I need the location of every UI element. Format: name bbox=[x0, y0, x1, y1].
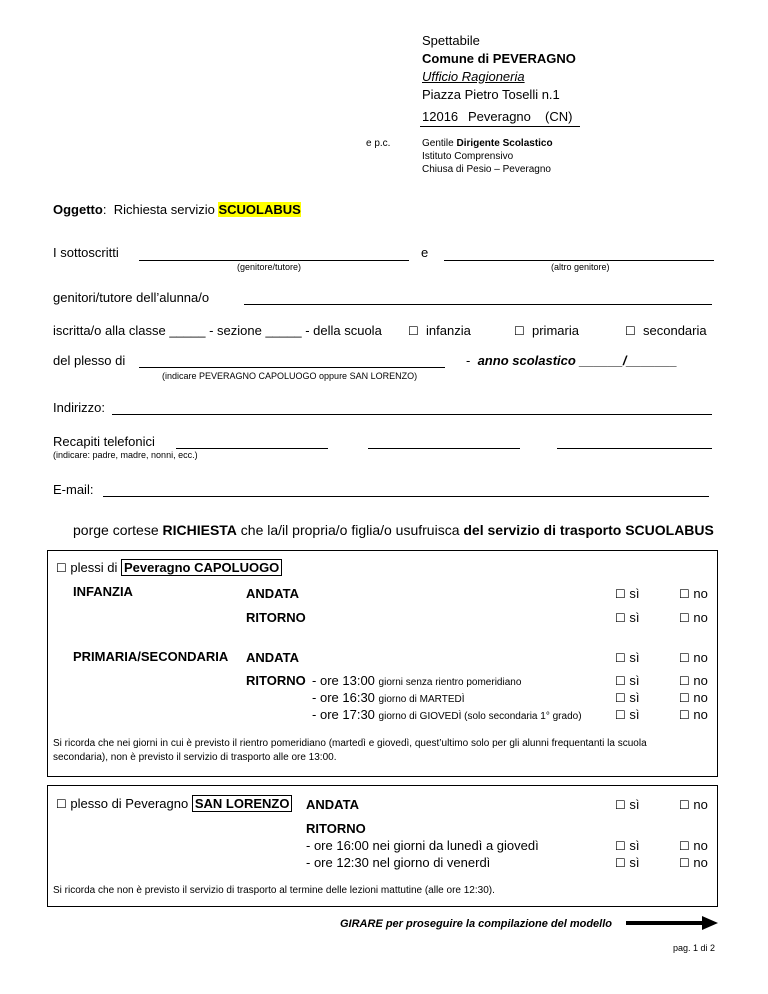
primaria-andata-no[interactable] bbox=[679, 650, 708, 665]
cc-line2: Istituto Comprensivo bbox=[422, 151, 514, 162]
no-label: no bbox=[693, 838, 708, 853]
school-type-primaria-label: primaria bbox=[532, 323, 579, 338]
addressee-salutation: Spettabile bbox=[422, 33, 480, 48]
phone-field-1[interactable] bbox=[176, 448, 328, 449]
year-dash: - bbox=[466, 353, 471, 368]
yes-label: sì bbox=[629, 610, 640, 625]
return-time-1730 bbox=[312, 707, 582, 722]
email-label: E-mail: bbox=[53, 482, 94, 497]
checkbox-icon: ☐ bbox=[615, 798, 626, 812]
phone-label: Recapiti telefonici bbox=[53, 434, 155, 449]
infanzia-andata-no[interactable] bbox=[679, 586, 708, 601]
checkbox-icon: ☐ bbox=[615, 856, 626, 870]
request-text bbox=[73, 522, 714, 538]
capoluogo-header[interactable] bbox=[56, 560, 282, 575]
request-bold2: del servizio di trasporto SCUOLABUS bbox=[463, 522, 714, 538]
cc-line3: Chiusa di Pesio – Peveragno bbox=[422, 164, 551, 175]
infanzia-ritorno-yes[interactable] bbox=[615, 610, 640, 625]
return-1730-no[interactable] bbox=[679, 707, 708, 722]
parent-field[interactable] bbox=[139, 260, 409, 261]
no-label: no bbox=[693, 673, 708, 688]
subject-line bbox=[53, 202, 301, 217]
return-time-1300 bbox=[312, 673, 521, 688]
checkbox-icon: ☐ bbox=[625, 324, 636, 338]
capoluogo-name: Peveragno CAPOLUOGO bbox=[121, 559, 282, 576]
sanlorenzo-andata-no[interactable] bbox=[679, 797, 708, 812]
checkbox-icon: ☐ bbox=[615, 611, 626, 625]
school-type-secondaria[interactable] bbox=[625, 323, 707, 338]
addressee-underline bbox=[420, 126, 580, 127]
checkbox-icon: ☐ bbox=[615, 839, 626, 853]
capoluogo-prefix: plessi di bbox=[70, 560, 118, 575]
checkbox-icon: ☐ bbox=[615, 587, 626, 601]
sanlorenzo-time-1230: - ore 12:30 nel giorno di venerdì bbox=[306, 855, 491, 870]
sanlorenzo-1600-yes[interactable] bbox=[615, 838, 640, 853]
addressee-zip: 12016 bbox=[422, 109, 459, 124]
checkbox-icon: ☐ bbox=[408, 324, 419, 338]
yes-label: sì bbox=[629, 838, 640, 853]
request-part2: che la/il propria/o figlia/o usufruisca bbox=[236, 522, 464, 538]
infanzia-andata-label: ANDATA bbox=[246, 586, 299, 601]
no-label: no bbox=[693, 610, 708, 625]
infanzia-andata-yes[interactable] bbox=[615, 586, 640, 601]
capoluogo-note-line2: secondaria), non è previsto il servizio di trasporto alle ore 13:00. bbox=[53, 752, 337, 763]
subject-text: Richiesta servizio bbox=[113, 202, 215, 217]
sanlorenzo-andata-label: ANDATA bbox=[306, 797, 359, 812]
primaria-label: PRIMARIA/SECONDARIA bbox=[73, 649, 229, 664]
time-dash: - bbox=[312, 673, 317, 688]
sanlorenzo-prefix: plesso di Peveragno bbox=[70, 796, 189, 811]
yes-label: sì bbox=[629, 797, 640, 812]
no-label: no bbox=[693, 650, 708, 665]
return-1730-yes[interactable] bbox=[615, 707, 640, 722]
return-1630-no[interactable] bbox=[679, 690, 708, 705]
plesso-label: del plesso di bbox=[53, 353, 126, 368]
student-field[interactable] bbox=[244, 304, 712, 305]
time-dash: - bbox=[312, 690, 317, 705]
no-label: no bbox=[693, 586, 708, 601]
checkbox-icon: ☐ bbox=[679, 674, 690, 688]
infanzia-label: INFANZIA bbox=[73, 584, 133, 599]
checkbox-icon: ☐ bbox=[679, 708, 690, 722]
phone-field-2[interactable] bbox=[368, 448, 520, 449]
year-label: anno scolastico bbox=[477, 353, 576, 368]
other-parent-hint: (altro genitore) bbox=[551, 262, 610, 272]
no-label: no bbox=[693, 707, 708, 722]
address-field[interactable] bbox=[112, 414, 712, 415]
addressee-city: Peveragno bbox=[468, 109, 531, 124]
plesso-hint: (indicare PEVERAGNO CAPOLUOGO oppure SAN LORENZO) bbox=[162, 371, 418, 381]
capoluogo-note-line1: Si ricorda che nei giorni in cui è previsto il rientro pomeridiano (martedì e giovedì, quest’ultimo solo per gli alunni frequentanti la scuola bbox=[53, 738, 647, 749]
checkbox-icon: ☐ bbox=[679, 856, 690, 870]
phone-hint: (indicare: padre, madre, nonni, ecc.) bbox=[53, 450, 198, 460]
student-label: genitori/tutore dell’alunna/o bbox=[53, 290, 210, 305]
yes-label: sì bbox=[629, 707, 640, 722]
addressee-street: Piazza Pietro Toselli n.1 bbox=[422, 87, 560, 102]
parent-hint: (genitore/tutore) bbox=[237, 262, 302, 272]
checkbox-icon: ☐ bbox=[615, 708, 626, 722]
addressee-office: Ufficio Ragioneria bbox=[422, 69, 525, 84]
yes-label: sì bbox=[629, 586, 640, 601]
no-label: no bbox=[693, 855, 708, 870]
other-parent-field[interactable] bbox=[444, 260, 714, 261]
phone-field-3[interactable] bbox=[557, 448, 712, 449]
no-label: no bbox=[693, 797, 708, 812]
primaria-ritorno-label: RITORNO bbox=[246, 673, 306, 688]
school-type-secondaria-label: secondaria bbox=[643, 323, 707, 338]
subject-colon: : bbox=[102, 202, 107, 217]
yes-label: sì bbox=[629, 855, 640, 870]
cc-label: e p.c. bbox=[366, 138, 391, 149]
school-type-infanzia[interactable] bbox=[408, 323, 471, 338]
time-note: giorni senza rientro pomeridiano bbox=[378, 677, 522, 688]
sanlorenzo-name: SAN LORENZO bbox=[192, 795, 293, 812]
cc-line1-prefix: Gentile bbox=[422, 138, 454, 149]
yes-label: sì bbox=[629, 690, 640, 705]
sanlorenzo-time-1600: - ore 16:00 nei giorni da lunedì a giovedì bbox=[306, 838, 539, 853]
page-number: pag. 1 di 2 bbox=[673, 943, 716, 953]
cc-line1-bold: Dirigente Scolastico bbox=[456, 138, 553, 149]
checkbox-icon: ☐ bbox=[615, 674, 626, 688]
infanzia-ritorno-no[interactable] bbox=[679, 610, 708, 625]
checkbox-icon: ☐ bbox=[514, 324, 525, 338]
subject-label: Oggetto bbox=[53, 202, 103, 217]
plesso-field[interactable] bbox=[139, 367, 445, 368]
return-1630-yes[interactable] bbox=[615, 690, 640, 705]
addressee-entity: Comune di PEVERAGNO bbox=[422, 51, 576, 66]
checkbox-icon: ☐ bbox=[679, 839, 690, 853]
request-bold1: RICHIESTA bbox=[162, 522, 237, 538]
yes-label: sì bbox=[629, 650, 640, 665]
sanlorenzo-header[interactable] bbox=[56, 796, 292, 811]
checkbox-icon: ☐ bbox=[56, 797, 67, 811]
addressee-province: (CN) bbox=[545, 109, 573, 124]
sanlorenzo-1230-yes[interactable] bbox=[615, 855, 640, 870]
infanzia-ritorno-label: RITORNO bbox=[246, 610, 306, 625]
request-part1: porge cortese bbox=[73, 522, 163, 538]
year-field[interactable]: ______/_______ bbox=[579, 353, 678, 368]
year-line bbox=[466, 353, 677, 368]
sanlorenzo-1230-no[interactable] bbox=[679, 855, 708, 870]
cc-line1 bbox=[422, 138, 553, 149]
subject-highlight: SCUOLABUS bbox=[218, 202, 301, 217]
no-label: no bbox=[693, 690, 708, 705]
sanlorenzo-ritorno-label: RITORNO bbox=[306, 821, 366, 836]
sanlorenzo-note: Si ricorda che non è previsto il servizio di trasporto al termine delle lezioni mattutine (alle ore 12:30). bbox=[53, 885, 495, 896]
time-value: ore 16:30 bbox=[319, 690, 375, 705]
checkbox-icon: ☐ bbox=[679, 798, 690, 812]
signers-label: I sottoscritti bbox=[53, 245, 119, 260]
sanlorenzo-1600-no[interactable] bbox=[679, 838, 708, 853]
checkbox-icon: ☐ bbox=[56, 561, 67, 575]
return-1300-no[interactable] bbox=[679, 673, 708, 688]
checkbox-icon: ☐ bbox=[679, 611, 690, 625]
checkbox-icon: ☐ bbox=[615, 651, 626, 665]
checkbox-icon: ☐ bbox=[679, 587, 690, 601]
time-note: giorno di GIOVEDÌ (solo secondaria 1° grado) bbox=[378, 711, 582, 722]
primaria-andata-yes[interactable] bbox=[615, 650, 640, 665]
right-arrow-icon bbox=[626, 916, 718, 930]
class-label: iscritta/o alla classe _____ - sezione _____ - della scuola bbox=[53, 323, 382, 338]
time-value: ore 13:00 bbox=[319, 673, 375, 688]
email-field[interactable] bbox=[103, 496, 709, 497]
time-value: ore 17:30 bbox=[319, 707, 375, 722]
school-type-primaria[interactable] bbox=[514, 323, 579, 338]
signers-conj: e bbox=[421, 245, 429, 260]
turn-over-text: GIRARE per proseguire la compilazione del modello bbox=[340, 918, 612, 930]
sanlorenzo-andata-yes[interactable] bbox=[615, 797, 640, 812]
address-label: Indirizzo: bbox=[53, 400, 106, 415]
yes-label: sì bbox=[629, 673, 640, 688]
primaria-andata-label: ANDATA bbox=[246, 650, 299, 665]
return-1300-yes[interactable] bbox=[615, 673, 640, 688]
school-type-infanzia-label: infanzia bbox=[426, 323, 471, 338]
checkbox-icon: ☐ bbox=[679, 691, 690, 705]
time-dash: - bbox=[312, 707, 317, 722]
return-time-1630 bbox=[312, 690, 465, 705]
checkbox-icon: ☐ bbox=[679, 651, 690, 665]
time-note: giorno di MARTEDÌ bbox=[378, 694, 465, 705]
checkbox-icon: ☐ bbox=[615, 691, 626, 705]
